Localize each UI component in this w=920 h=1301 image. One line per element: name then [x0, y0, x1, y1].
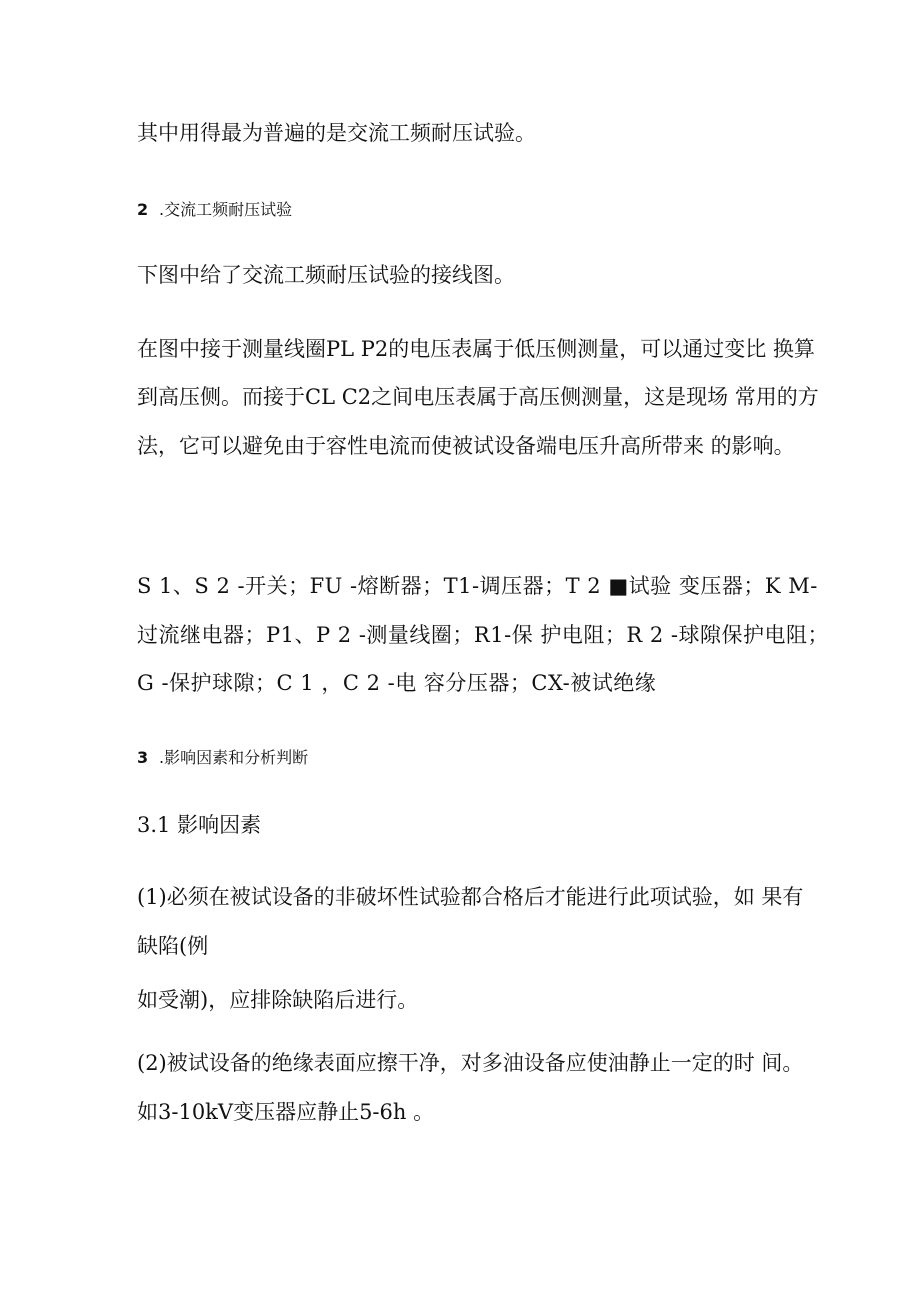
item-1-line: (1)必须在被试设备的非破坏性试验都合格后才能进行此项试验，如 果有 — [137, 885, 804, 909]
item-2-line: 如3-10kV变压器应静止5-6h 。 — [137, 1100, 435, 1124]
section-3-heading — [137, 747, 308, 769]
paragraph-line: 到高压侧。而接于CL C2之间电压表属于高压侧测量，这是现场 常用的方 — [137, 385, 819, 409]
paragraph-line: 在图中接于测量线圈PL P2的电压表属于低压侧测量，可以通过变比 换算 — [137, 337, 815, 361]
item-1-line: 缺陷(例 — [137, 934, 209, 958]
wiring-diagram-sentence: 下图中给了交流工频耐压试验的接线图。 — [137, 263, 515, 287]
section-3-number: 3 — [137, 748, 149, 767]
legend-line: G -保护球隙；C 1 ，C 2 -电 容分压器；CX-被试绝缘 — [137, 671, 657, 695]
item-2-line: (2)被试设备的绝缘表面应擦干净，对多油设备应使油静止一定的时 间。 — [137, 1051, 804, 1075]
subsection-3-1-heading: 3.1 影响因素 — [137, 813, 262, 837]
section-2-title: .交流工频耐压试验 — [159, 200, 293, 219]
section-2-number: 2 — [137, 200, 149, 219]
legend-line: 过流继电器；P1、P 2 -测量线圈；R1-保 护电阻；R 2 -球隙保护电阻； — [137, 623, 829, 647]
paragraph-line: 法，它可以避免由于容性电流而使被试设备端电压升高所带来 的影响。 — [137, 434, 795, 458]
legend-line: S 1、S 2 -开关；FU -熔断器；T1-调压器；T 2 ■试验 变压器；K M- — [137, 574, 818, 598]
section-2-heading — [137, 199, 292, 221]
section-3-title: .影响因素和分析判断 — [159, 748, 309, 767]
intro-text: 其中用得最为普遍的是交流工频耐压试验。 — [137, 121, 536, 145]
item-1-line: 如受潮)，应排除缺陷后进行。 — [137, 988, 419, 1012]
